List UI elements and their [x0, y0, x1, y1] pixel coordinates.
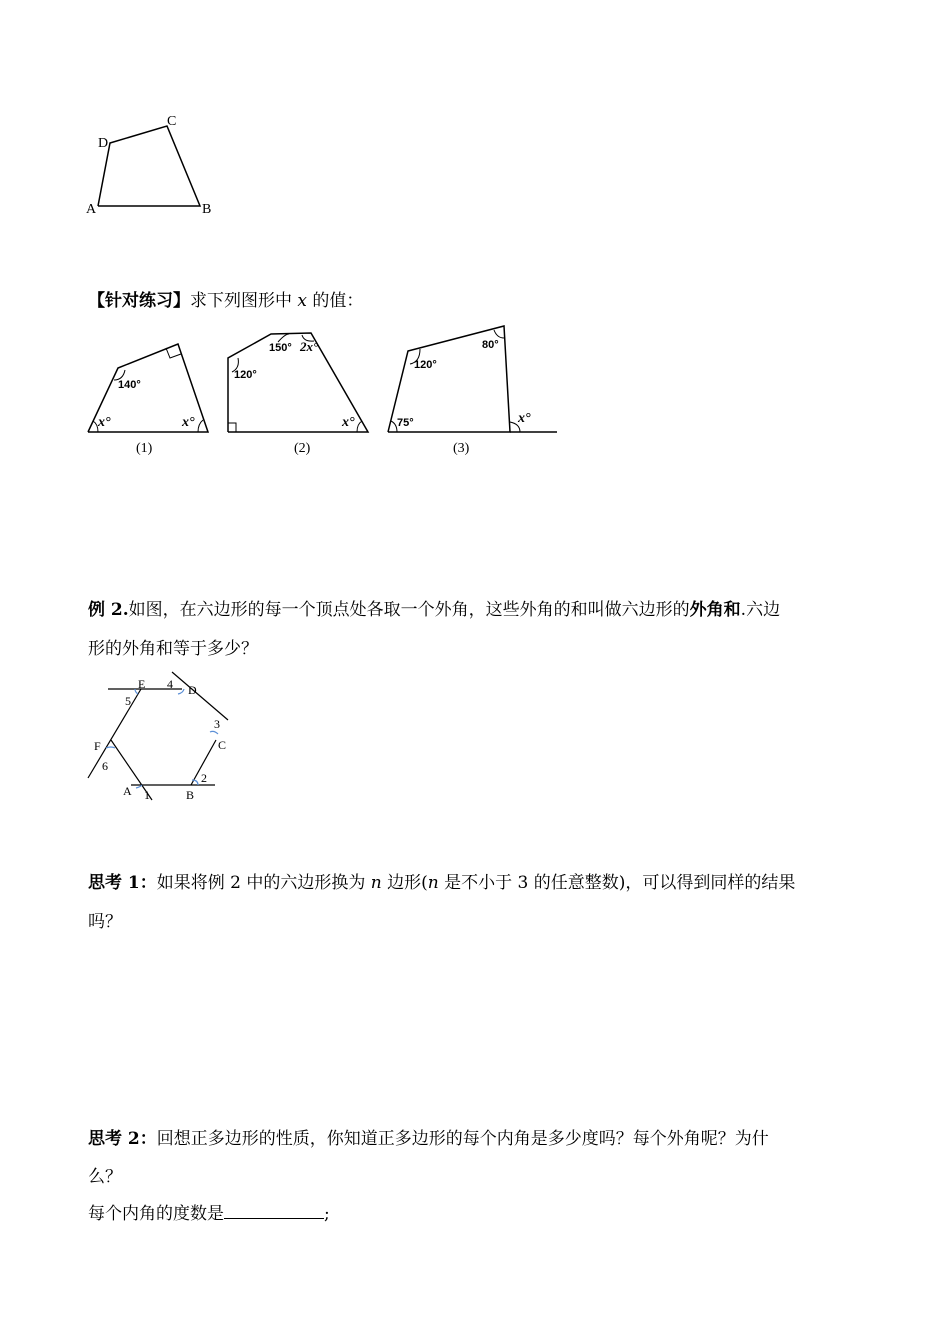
think1-t2: 边形( [381, 873, 428, 893]
vertex-label-c: C [167, 114, 177, 129]
example2-bold-term: 外角和 [689, 600, 741, 620]
practice-figure-2 [228, 333, 368, 456]
hex-vertex-a: A [123, 784, 132, 798]
think2-label: 思考 2 [88, 1129, 140, 1149]
fig2-x-right: x° [342, 415, 355, 430]
vertex-label-b: B [202, 202, 212, 217]
think2-line1 [88, 1122, 769, 1156]
hex-angle-6: 6 [102, 759, 108, 773]
practice-title: 【针对练习】 [88, 291, 190, 311]
practice-figure-1 [88, 344, 208, 456]
answer-blank[interactable] [224, 1200, 324, 1219]
example2-line2: 形的外角和等于多少？ [88, 639, 258, 659]
example2-text2: .六边 [740, 600, 781, 620]
fig2-angle-2x: 2x° [300, 339, 319, 354]
hex-vertex-c: C [218, 738, 227, 752]
think2-line3-end: ; [324, 1204, 330, 1224]
think2-line2: 么？ [88, 1167, 122, 1187]
quadrilateral-outline [98, 126, 200, 206]
think1-label: 思考 1 [88, 873, 140, 893]
hexagon-figure [80, 668, 240, 808]
practice-text-after: 的值： [307, 291, 364, 311]
fig1-x-left: x° [98, 415, 111, 430]
hex-angle-4: 4 [167, 677, 173, 691]
practice-text-before: 求下列图形中 [190, 291, 298, 311]
quadrilateral-abcd-figure [80, 105, 230, 225]
hex-vertex-e: E [138, 677, 146, 691]
hex-angle-5: 5 [125, 694, 131, 708]
fig3-angle-75: 75° [397, 417, 414, 429]
think2-line3-text: 每个内角的度数是 [88, 1204, 224, 1224]
fig3-caption: (3) [453, 441, 470, 456]
practice-figure-3 [388, 326, 557, 456]
think1-colon: ： [139, 873, 157, 893]
hex-vertex-d: D [188, 683, 197, 697]
hex-angle-1: 1 [144, 788, 150, 802]
example2-label: 例 2. [88, 600, 129, 620]
example2-text1: 如图，在六边形的每一个顶点处各取一个外角，这些外角的和叫做六边形的 [128, 600, 690, 620]
think2-colon: ： [139, 1129, 157, 1149]
hex-vertex-f: F [94, 739, 101, 753]
fig3-x-ext: x° [518, 411, 531, 426]
think2-text1: 回想正多边形的性质，你知道正多边形的每个内角是多少度吗？每个外角呢？为什 [156, 1129, 769, 1149]
fig3-angle-120: 120° [414, 359, 437, 371]
fig2-caption: (2) [294, 441, 311, 456]
fig3-angle-80: 80° [482, 339, 499, 351]
fig2-angle-150: 150° [269, 342, 292, 354]
fig1-x-right: x° [182, 415, 195, 430]
fig1-angle-140: 140° [118, 379, 141, 391]
vertex-label-d: D [98, 136, 109, 151]
think1-line1 [88, 866, 795, 900]
practice-var: x [297, 291, 307, 311]
hex-angle-2: 2 [201, 771, 207, 785]
practice-heading [88, 284, 363, 318]
think1-line2: 吗？ [88, 912, 122, 932]
vertex-label-a: A [86, 202, 97, 217]
hex-vertex-b: B [186, 788, 195, 802]
fig1-caption: (1) [136, 441, 153, 456]
fig2-angle-120: 120° [234, 369, 257, 381]
hex-angle-3: 3 [214, 717, 220, 731]
think1-n1: n [370, 873, 382, 893]
think1-t3: 是不小于 3 的任意整数)，可以得到同样的结果 [438, 873, 796, 893]
example2-line1 [88, 593, 780, 627]
practice-figures [80, 320, 570, 465]
think1-t1: 如果将例 2 中的六边形换为 [156, 873, 371, 893]
think1-n2: n [427, 873, 439, 893]
think2-line3 [88, 1197, 330, 1231]
